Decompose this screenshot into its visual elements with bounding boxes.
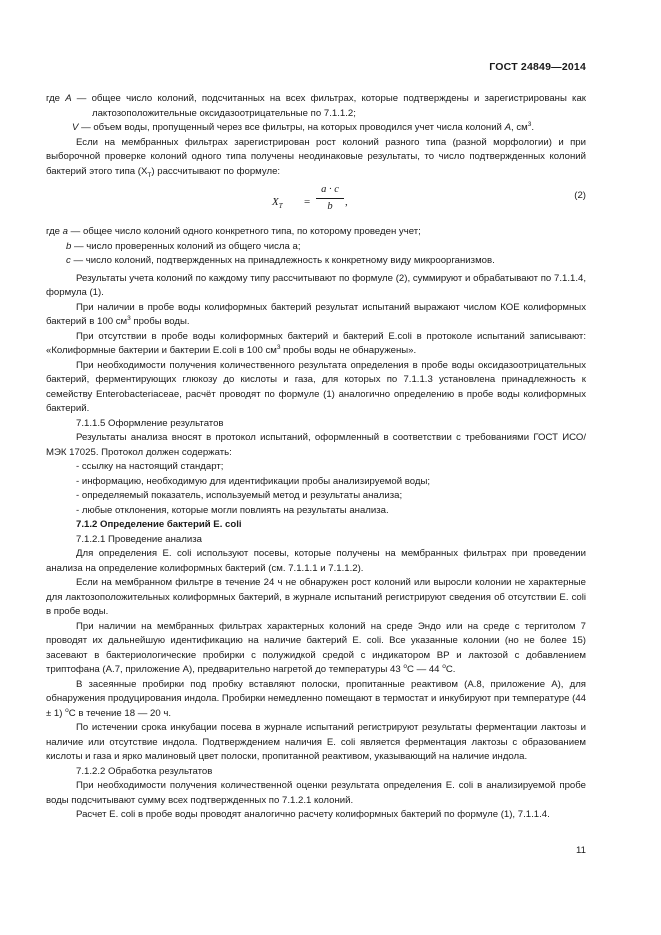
section-heading-7122: 7.1.2.2 Обработка результатов xyxy=(76,765,213,777)
formula-number: (2) xyxy=(574,190,586,201)
paragraph: При необходимости получения количественного результата определения в пробе воды оксидазоотрицательных бактерий, ферментирующих глюкозу до кислоты и газа, для которых по 7.1.1.3 установлена принадлежность к семейству Enterobacteriaceae, расчёт проводят по формуле (1) аналогично определению в пробе воды колиформных бактерий. xyxy=(46,359,586,414)
list-item: - определяемый показатель, используемый метод и результаты анализа; xyxy=(76,490,403,501)
paragraph-intro: Если на мембранных фильтрах зарегистрирован рост колоний разного типа (разной морфологии) и при выборочной проверке колоний одного типа получены неодинаковые результаты, то число подтвержденных колоний бактерий этого типа $(X_T)$ рассчитывают по формуле: xyxy=(46,136,586,179)
paragraph: Для определения E. coli используют посевы, которые получены на мембранных фильтрах при проведении анализа на определение колиформных бактерий (см. 7.1.1.1 и 7.1.1.2). xyxy=(46,548,586,574)
formula-numerator: a · c xyxy=(321,184,339,195)
definition-small-a: где a — общее число колоний одного конкретного типа, по которому проведен учет; xyxy=(46,226,421,237)
document-page xyxy=(46,0,586,935)
definition-small-c: c — число колоний, подтвержденных на принадлежность к конкретному виду микроорганизмов. xyxy=(66,255,495,266)
document-body xyxy=(46,92,586,823)
symbol-v: V xyxy=(72,122,79,133)
paragraph: При наличии на мембранных фильтрах характерных колоний на среде Эндо или на среде с тергитолом 7 проводят их дальнейшую идентификацию на наличие бактерий E. coli. Все указанные колонии (но не более 15) засевают в бактериологические пробирки с полужидкой средой с индикатором ВР и лактозой с добавлением триптофана (А.7, приложение А), предварительно нагретой до температуры 43 $^о$С — 44 $^о$С. xyxy=(46,620,586,675)
paragraph: Результаты анализа вносят в протокол испытаний, оформленный в соответствии с требованиями ГОСТ ИСО/МЭК 17025. Протокол должен содержать: xyxy=(46,432,586,458)
section-heading-7115: 7.1.1.5 Оформление результатов xyxy=(76,417,224,429)
section-heading-712: 7.1.2 Определение бактерий E. coli xyxy=(76,519,242,530)
formula-2: $X_T$ = a · c b , (2) xyxy=(272,184,586,212)
paragraph: Если на мембранном фильтре в течение 24 ч не обнаружен рост колоний или выросли колонии не характерные для лактозоположительных колиформных бактерий, в журнале испытаний регистрируют сведения об отсутствии E. coli в пробе воды. xyxy=(46,577,586,617)
section-heading-7121: 7.1.2.1 Проведение анализа xyxy=(76,533,202,545)
paragraph: Результаты учета колоний по каждому типу рассчитывают по формуле (2), суммируют и обрабатывают по 7.1.1.4, формула (1). xyxy=(46,272,586,298)
fraction-bar xyxy=(316,198,344,199)
paragraph: По истечении срока инкубации посева в журнале испытаний регистрируют результаты ферментации лактозы и наличие или отсутствие индола. Подтверждением наличия E. coli является ферментация лактозы с образованием кислоты и газа и ярко малиновый цвет полоски, пропитанной реактивом, указывающий на наличие индола. xyxy=(46,722,586,762)
doc-header-code: ГОСТ 24849—2014 xyxy=(489,61,586,73)
definition-small-b: b — число проверенных колоний из общего числа а; xyxy=(66,240,301,252)
list-item: - информацию, необходимую для идентификации пробы анализируемой воды; xyxy=(76,475,431,487)
paragraph: При наличии в пробе воды колиформных бактерий результат испытаний выражают числом КОЕ колиформных бактерий в 100 $см^3$ пробы воды. xyxy=(46,301,586,327)
list-item: - любые отклонения, которые могли повлиять на результаты анализа. xyxy=(76,504,389,516)
page-number: 11 xyxy=(576,845,586,856)
formula-lhs: $X_T$ xyxy=(272,196,283,211)
formula-fraction xyxy=(316,183,344,214)
paragraph: При необходимости получения количественной оценки результата определения E. coli в анализируемой пробе воды подсчитывают сумму всех подтвержденных по 7.1.2.1 колоний. xyxy=(46,780,586,806)
paragraph: В засеянные пробирки под пробку вставляют полоски, пропитанные реактивом (А.8, приложение А), для обнаружения продуцирования индола. Пробирки немедленно помещают в термостат и инкубируют при температуре (44 ± 1) $^о$С в течение 18 — 20 ч. xyxy=(46,678,587,719)
definition-a-text: — общее число колоний, подсчитанных на всех фильтрах, которые подтверждены и зарегистрированы как лактозоположительные оксидазоотрицательные по 7.1.1.2; xyxy=(71,93,586,119)
formula-equals: = xyxy=(304,196,311,208)
list-item: - ссылку на настоящий стандарт; xyxy=(76,461,224,472)
paragraph: Расчет E. coli в пробе воды проводят аналогично расчету колиформных бактерий по формуле (1), 7.1.1.4. xyxy=(76,809,550,820)
definition-v: V — объем воды, пропущенный через все фильтры, на которых проводился учет числа колоний А, $см^3$. xyxy=(72,120,535,133)
definition-a: где А — общее число колоний, подсчитанных на всех фильтрах, которые подтверждены и зарегистрированы как лактозоположительные оксидазоотрицательные по 7.1.1.2; xyxy=(46,93,586,119)
formula-denominator: b xyxy=(327,201,333,212)
paragraph: При отсутствии в пробе воды колиформных бактерий и бактерий E.coli в протоколе испытаний записывают: «Колиформные бактерии и бактерии E.coli в 100 $см^3$ пробы воды не обнаружены». xyxy=(46,330,586,356)
symbol-a: А xyxy=(65,93,72,104)
